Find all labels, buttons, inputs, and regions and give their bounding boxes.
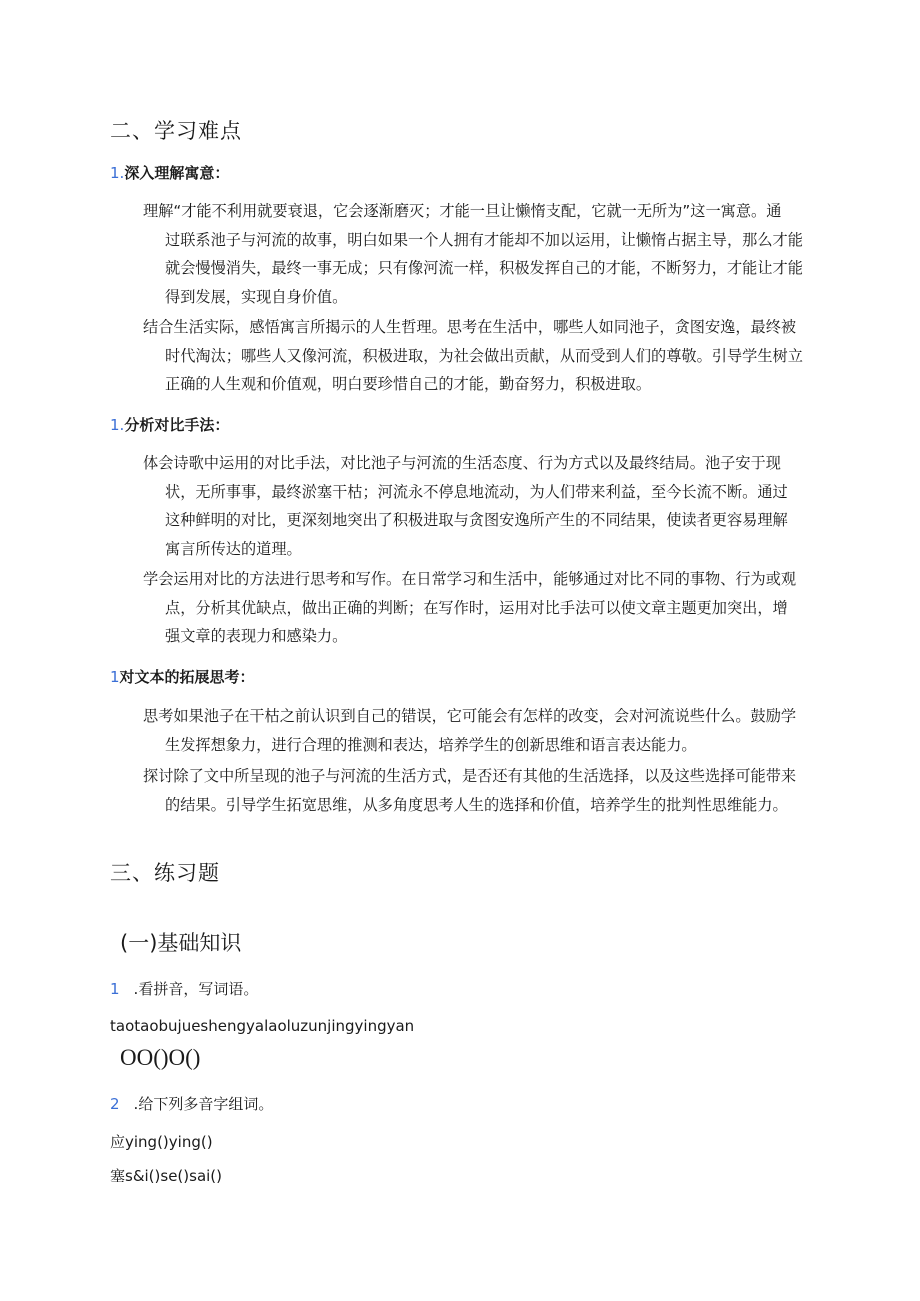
question-2-number: 2 bbox=[110, 1095, 120, 1113]
part-2-paragraph-1: 体会诗歌中运用的对比手法，对比池子与河流的生活态度、行为方式以及最终结局。池子安于现 状，无所事事，最终淤塞干枯；河流永不停息地流动，为人们带来利益，至今长流不断。通过 这种鲜明的对比，更深刻地突出了积极进取与贪图安逸所产生的不同结果，使读者更容易理解 寓言所传达的道理。 bbox=[143, 454, 788, 558]
pinyin-line: taotaobujueshengyalaoluzunjingyingyan bbox=[110, 1017, 415, 1035]
part-2-number: 1. bbox=[110, 416, 125, 434]
part-1-paragraph-2: 结合生活实际，感悟寓言所揭示的人生哲理。思考在生活中，哪些人如同池子，贪图安逸，最终被 时代淘汰；哪些人又像河流，积极进取，为社会做出贡献，从而受到人们的尊敬。引导学生树立 正确的人生观和价值观，明白要珍惜自己的才能，勤奋努力，积极进取。 bbox=[143, 318, 803, 393]
polyphone-line-1: 应ying()ying() bbox=[110, 1133, 213, 1151]
section-2-heading: 二、学习难点 bbox=[110, 119, 242, 143]
part-1-heading bbox=[110, 162, 229, 183]
question-2 bbox=[110, 1093, 273, 1114]
polyphone-line-2: 塞s&i()se()sai() bbox=[110, 1167, 223, 1185]
part-3-heading bbox=[110, 666, 255, 687]
part-3-paragraph-1: 思考如果池子在干枯之前认识到自己的错误，它可能会有怎样的改变，会对河流说些什么。鼓励学 生发挥想象力，进行合理的推测和表达，培养学生的创新思维和语言表达能力。 bbox=[143, 707, 797, 754]
part-3-number: 1 bbox=[110, 668, 120, 686]
part-2-label: 分析对比手法： bbox=[124, 416, 230, 434]
part-1-label: 深入理解寓意： bbox=[124, 164, 230, 182]
part-3-paragraph-2: 探讨除了文中所呈现的池子与河流的生活方式，是否还有其他的生活选择，以及这些选择可能带来 的结果。引导学生拓宽思维，从多角度思考人生的选择和价值，培养学生的批判性思维能力。 bbox=[143, 767, 797, 814]
subsection-heading: (一)基础知识 bbox=[120, 931, 242, 955]
part-1-number: 1. bbox=[110, 164, 125, 182]
part-2-paragraph-2: 学会运用对比的方法进行思考和写作。在日常学习和生活中，能够通过对比不同的事物、行为或观 点，分析其优缺点，做出正确的判断；在写作时，运用对比手法可以使文章主题更加突出，增 强文章的表现力和感染力。 bbox=[143, 570, 797, 645]
part-3-label: 对文本的拓展思考： bbox=[119, 668, 255, 686]
part-1-paragraph-1: 理解“才能不利用就要衰退，它会逐渐磨灭；才能一旦让懒惰支配，它就一无所为”这一寓意。通 过联系池子与河流的故事，明白如果一个人拥有才能却不加以运用，让懒惰占据主导，那么才能 就会慢慢消失，最终一事无成；只有像河流一样，积极发挥自己的才能，不断努力，才能让才能 得到发展，实现自身价值。 bbox=[143, 202, 803, 306]
part-2-heading bbox=[110, 414, 229, 435]
answer-blanks: OO()O() bbox=[120, 1045, 201, 1070]
section-3-heading: 三、练习题 bbox=[110, 861, 220, 885]
question-1 bbox=[110, 978, 258, 999]
question-1-number: 1 bbox=[110, 980, 120, 998]
question-1-text: .看拼音，写词语。 bbox=[133, 980, 259, 998]
question-2-text: .给下列多音字组词。 bbox=[133, 1095, 274, 1113]
